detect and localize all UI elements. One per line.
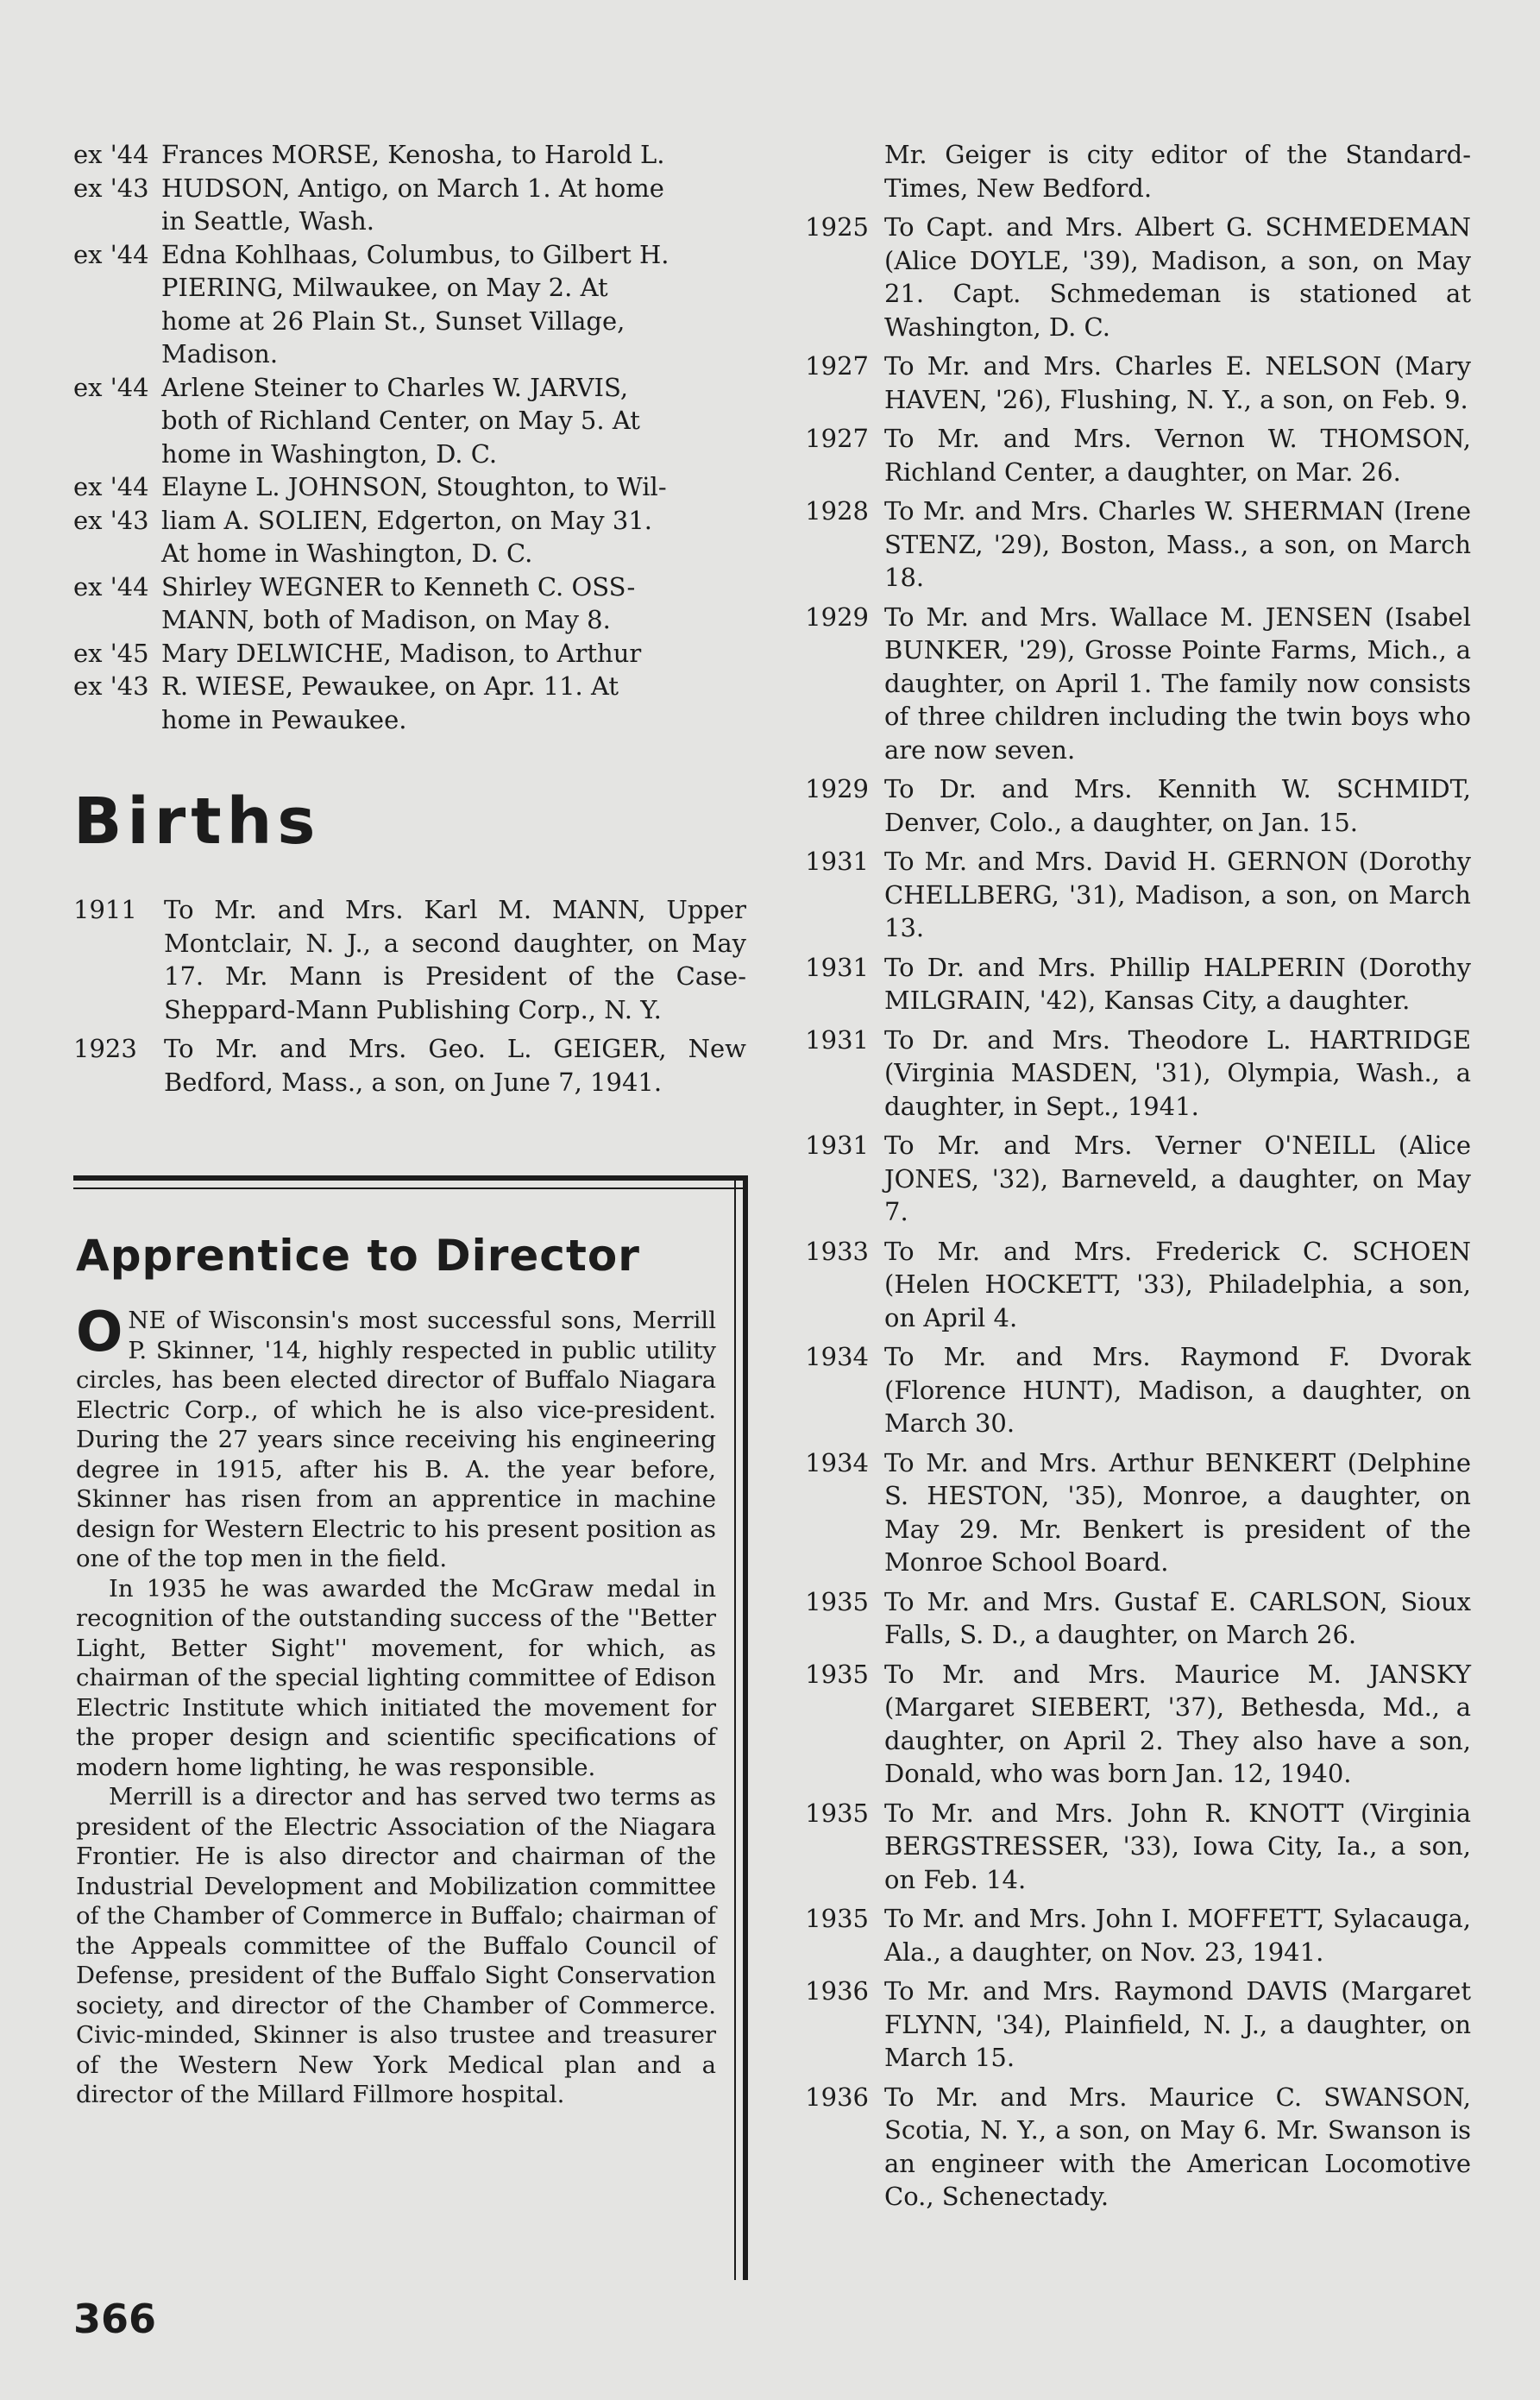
marriage-continuation [73, 205, 746, 238]
birth-entry [798, 350, 1471, 416]
marriage-entry [73, 371, 746, 405]
marriage-continuation-text: home in Pewaukee. [161, 704, 407, 734]
marriage-entry [73, 172, 746, 205]
marriages-list [73, 138, 746, 736]
class-year: 1931 [805, 847, 869, 876]
birth-entry [798, 211, 1471, 343]
class-year: 1928 [805, 496, 869, 526]
birth-entry [798, 138, 1471, 205]
births-heading: Births [73, 784, 321, 859]
marriage-text: Arlene Steiner to Charles W. JARVIS, [161, 372, 629, 402]
birth-entry [798, 772, 1471, 839]
marriage-continuation [73, 271, 746, 305]
marriage-continuation [73, 603, 746, 637]
birth-entry [798, 601, 1471, 767]
class-year: 1925 [805, 212, 869, 242]
marriage-continuation [73, 703, 746, 737]
marriage-continuation-text: Madison. [161, 339, 279, 369]
birth-entry [73, 1032, 746, 1099]
birth-text: To Mr. and Mrs. Gustaf E. CARLSON, Sioux Falls, S. D., a daughter, on March 26. [884, 1586, 1471, 1649]
birth-entry [798, 1235, 1471, 1335]
class-year: 1927 [805, 351, 869, 381]
class-year: 1935 [805, 1659, 869, 1689]
class-year: 1927 [805, 424, 869, 453]
births-list-right [798, 138, 1471, 2214]
marriage-continuation [73, 404, 746, 438]
class-year: ex '45 [73, 638, 149, 668]
birth-text: To Dr. and Mrs. Phillip HALPERIN (Dorothy MILGRAIN, '42), Kansas City, a daughter. [884, 952, 1471, 1015]
marriage-continuation [73, 438, 746, 471]
marriage-continuation-text: home in Washington, D. C. [161, 438, 498, 469]
marriage-continuation [73, 305, 746, 338]
birth-entry [798, 1797, 1471, 1897]
birth-text: To Mr. and Mrs. Arthur BENKERT (Delphine S. HESTON, '35), Monroe, a daughter, on May 29. Mr. Benkert is president of the Monroe School Board. [884, 1447, 1471, 1577]
marriage-text: Shirley WEGNER to Kenneth C. OSS- [161, 571, 636, 602]
class-year: ex '44 [73, 472, 149, 501]
birth-text: Mr. Geiger is city editor of the Standard-Times, New Bedford. [884, 140, 1471, 203]
marriage-entry [73, 238, 746, 272]
class-year: 1933 [805, 1236, 869, 1266]
birth-text: To Capt. and Mrs. Albert G. SCHMEDEMAN (Alice DOYLE, '39), Madison, a son, on May 21. Capt. Schmedeman is stationed at Washington, D. C. [884, 212, 1471, 342]
article-paragraph-3: Merrill is a director and has served two terms as president of the Electric Association of the Niagara Frontier. He is also director and chairman of the Industrial Development and Mobilization committee of the Chamber of Commerce in Buffalo; chairman of the Appeals committee of the Buffalo Council of Defense, president of the Buffalo Sight Conservation society, and director of the Chamber of Commerce. Civic-minded, Skinner is also trustee and treasurer of the Western New York Medical plan and a director of the Millard Fillmore hospital. [76, 1783, 716, 2108]
class-year: 1929 [805, 602, 869, 632]
marriage-text: HUDSON, Antigo, on March 1. At home [161, 173, 664, 203]
article-title: Apprentice to Director [76, 1231, 640, 1281]
class-year: 1935 [805, 1798, 869, 1828]
marriage-continuation-text: At home in Washington, D. C. [161, 539, 533, 568]
marriage-entry [73, 570, 746, 604]
marriage-text: Mary DELWICHE, Madison, to Arthur [161, 638, 642, 668]
left-column [73, 138, 746, 1105]
page-number: 366 [73, 2296, 157, 2342]
birth-entry [798, 1975, 1471, 2075]
birth-text: To Mr. and Mrs. David H. GERNON (Dorothy CHELLBERG, '31), Madison, a son, on March 13. [884, 847, 1471, 942]
class-year: ex '44 [73, 239, 149, 269]
class-year: 1931 [805, 952, 869, 982]
marriage-text: liam A. SOLIEN, Edgerton, on May 31. [161, 505, 653, 535]
birth-text: To Dr. and Mrs. Theodore L. HARTRIDGE (Virginia MASDEN, '31), Olympia, Wash., a daughter, in Sept., 1941. [884, 1024, 1471, 1121]
article-paragraph-1-text: NE of Wisconsin's most successful sons, Merrill P. Skinner, '14, highly respected in public utility circles, has been elected director of Buffalo Niagara Electric Corp., of which he is also vice-president. During the 27 years since receiving his engineering degree in 1915, after his B. A. the year before, Skinner has risen from an apprentice in machine design for Western Electric to his present position as one of the top men in the field. [76, 1307, 716, 1572]
birth-text: To Mr. and Mrs. Frederick C. SCHOEN (Helen HOCKETT, '33), Philadelphia, a son, on April 4. [884, 1236, 1471, 1332]
birth-entry [798, 1446, 1471, 1579]
article-paragraph-2: In 1935 he was awarded the McGraw medal in recognition of the outstanding success of the ''Better Light, Better Sight'' movement, for which, as chairman of the special lighting committee of Edison Electric Institute which initiated the movement for the proper design and scientific specifications of modern home lighting, he was responsible. [76, 1574, 716, 1781]
class-year: 1935 [805, 1904, 869, 1933]
class-year: 1935 [805, 1586, 869, 1616]
class-year: ex '44 [73, 571, 149, 602]
class-year: ex '43 [73, 671, 149, 701]
birth-text: To Mr. and Mrs. Maurice M. JANSKY (Margaret SIEBERT, '37), Bethesda, Md., a daughter, on April 2. They also have a son, Donald, who was born Jan. 12, 1940. [884, 1659, 1471, 1788]
marriage-continuation-text: PIERING, Milwaukee, on May 2. At [161, 273, 608, 302]
class-year: ex '44 [73, 140, 149, 169]
birth-text: To Mr. and Mrs. Charles E. NELSON (Mary HAVEN, '26), Flushing, N. Y., a son, on Feb. 9. [884, 351, 1471, 414]
marriage-continuation-text: in Seattle, Wash. [161, 206, 375, 236]
class-year: 1923 [73, 1034, 137, 1063]
birth-text: To Mr. and Mrs. John I. MOFFETT, Sylacauga, Ala., a daughter, on Nov. 23, 1941. [884, 1904, 1471, 1967]
marriage-entry [73, 470, 746, 504]
birth-entry [798, 1658, 1471, 1791]
class-year: ex '44 [73, 372, 149, 402]
birth-entry [798, 2081, 1471, 2214]
marriage-entry [73, 504, 746, 538]
birth-text: To Mr. and Mrs. Vernon W. THOMSON, Richland Center, a daughter, on Mar. 26. [884, 424, 1471, 487]
birth-entry [798, 1129, 1471, 1229]
birth-entry [798, 1024, 1471, 1124]
birth-text: To Mr. and Mrs. Geo. L. GEIGER, New Bedford, Mass., a son, on June 7, 1941. [164, 1034, 746, 1097]
drop-cap: O [76, 1301, 123, 1364]
birth-text: To Mr. and Mrs. Raymond F. Dvorak (Florence HUNT), Madison, a daughter, on March 30. [884, 1342, 1471, 1438]
marriage-text: Elayne L. JOHNSON, Stoughton, to Wil- [161, 472, 667, 501]
births-list-left [73, 893, 746, 1099]
birth-text: To Mr. and Mrs. Raymond DAVIS (Margaret FLYNN, '34), Plainfield, N. J., a daughter, on March 15. [884, 1976, 1471, 2072]
birth-entry [798, 845, 1471, 945]
class-year: 1931 [805, 1131, 869, 1160]
article-box [73, 1175, 748, 2280]
marriage-continuation-text: home at 26 Plain St., Sunset Village, [161, 306, 625, 336]
marriage-entry [73, 138, 746, 172]
birth-text: To Mr. and Mrs. Maurice C. SWANSON, Scotia, N. Y., a son, on May 6. Mr. Swanson is an engineer with the American Locomotive Co., Schenectady. [884, 2082, 1471, 2211]
marriage-continuation [73, 537, 746, 570]
birth-entry [798, 1585, 1471, 1652]
class-year [798, 138, 869, 205]
marriage-text: R. WIESE, Pewaukee, on Apr. 11. At [161, 671, 619, 701]
class-year: 1934 [805, 1447, 869, 1477]
birth-entry [798, 1902, 1471, 1969]
birth-entry [798, 951, 1471, 1017]
class-year: 1936 [805, 1976, 869, 2006]
class-year: 1934 [805, 1342, 869, 1371]
article-paragraph-1 [76, 1301, 716, 1574]
birth-entry [798, 1340, 1471, 1440]
birth-text: To Mr. and Mrs. Wallace M. JENSEN (Isabel BUNKER, '29), Grosse Pointe Farms, Mich., a daughter, on April 1. The family now consists of three children including the twin boys who are now seven. [884, 602, 1471, 765]
marriage-entry [73, 637, 746, 671]
class-year: 1929 [805, 774, 869, 803]
birth-text: To Mr. and Mrs. Verner O'NEILL (Alice JONES, '32), Barneveld, a daughter, on May 7. [884, 1131, 1471, 1226]
marriage-continuation-text: both of Richland Center, on May 5. At [161, 406, 640, 435]
marriage-entry [73, 670, 746, 703]
class-year: 1911 [73, 895, 137, 924]
marriage-text: Edna Kohlhaas, Columbus, to Gilbert H. [161, 239, 669, 269]
birth-entry [73, 893, 746, 1026]
birth-entry [798, 494, 1471, 595]
class-year: 1931 [805, 1024, 869, 1055]
class-year: 1936 [805, 2082, 869, 2112]
right-column [798, 138, 1471, 2220]
marriage-continuation [73, 337, 746, 371]
article-body [76, 1301, 716, 2110]
class-year: ex '43 [73, 173, 149, 203]
birth-text: To Mr. and Mrs. John R. KNOTT (Virginia BERGSTRESSER, '33), Iowa City, Ia., a son, on Feb. 14. [884, 1798, 1471, 1894]
birth-text: To Dr. and Mrs. Kennith W. SCHMIDT, Denver, Colo., a daughter, on Jan. 15. [884, 774, 1471, 837]
class-year: ex '43 [73, 505, 149, 535]
marriage-continuation-text: MANN, both of Madison, on May 8. [161, 605, 611, 634]
birth-text: To Mr. and Mrs. Charles W. SHERMAN (Irene STENZ, '29), Boston, Mass., a son, on March 18. [884, 496, 1471, 592]
marriage-text: Frances MORSE, Kenosha, to Harold L. [161, 140, 665, 169]
birth-text: To Mr. and Mrs. Karl M. MANN, Upper Montclair, N. J., a second daughter, on May 17. Mr. Mann is President of the Case-Sheppard-Mann Publishing Corp., N. Y. [164, 895, 746, 1024]
birth-entry [798, 422, 1471, 488]
